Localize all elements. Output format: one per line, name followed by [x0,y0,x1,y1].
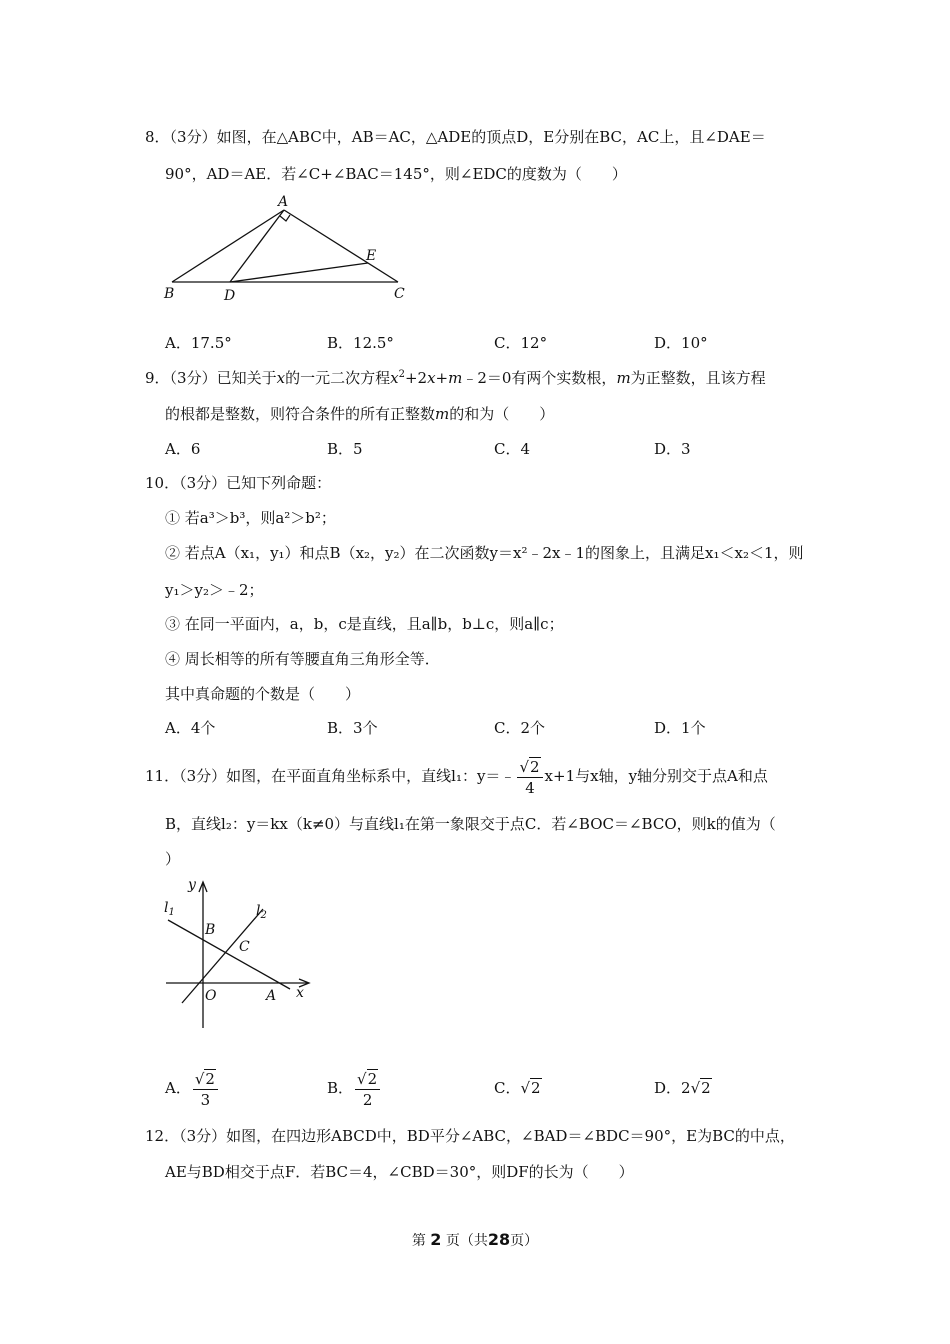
q11-label-C: C [239,939,250,955]
q8-score: （3分） [169,128,217,146]
q8-text-line1: 如图，在△ABC中，AB＝AC，△ADE的顶点D，E分别在BC，AC上，且∠DAE＝ [216,128,766,146]
q9-option-d[interactable]: D．3 [654,440,691,458]
q11-line1: 11．（3分）如图，在平面直角坐标系中，直线l₁：y＝﹣ $\frac{√2}{4}$ x+1与x轴，y轴分别交于点A和点 [145,757,768,797]
q8-line1 [145,127,766,147]
q9-option-a[interactable]: A．6 [165,440,201,458]
q10-proposition-1: ① 若a³＞b³，则a²＞b²； [165,509,336,527]
q11-option-c[interactable]: C．√2 [494,1079,541,1097]
q8-label-E: E [366,248,377,264]
q11-line2: B，直线l₂：y＝kx（k≠0）与直线l₁在第一象限交于点C．若∠BOC＝∠BCO，则k的值为（ [165,815,776,833]
q8-label-B: B [164,286,175,302]
q11-figure [160,872,315,1034]
page-footer: 第 2 页（共28页） [411,1230,539,1249]
page-number: 2 [430,1230,442,1249]
q9-option-b[interactable]: B．5 [327,440,363,458]
q12-line2: AE与BD相交于点F．若BC＝4，∠CBD＝30°，则DF的长为（ ） [165,1163,634,1181]
q11-label-B: B [205,922,216,938]
q11-line3: ） [165,850,181,868]
q10-option-d[interactable]: D．1个 [654,719,706,737]
q8-label-A: A [278,194,289,210]
q9-option-c[interactable]: C．4 [494,440,531,458]
q10-proposition-3: ③ 在同一平面内，a，b，c是直线，且a∥b，b⊥c，则a∥c； [165,615,564,633]
q11-option-d[interactable]: D．2√2 [654,1079,711,1097]
q10-proposition-2: ② 若点A（x₁，y₁）和点B（x₂，y₂）在二次函数y＝x²﹣2x﹣1的图象上，且满足x₁＜x₂＜1，则 [165,544,804,562]
q10-question: 其中真命题的个数是（ ） [165,685,361,703]
q10-proposition-4: ④ 周长相等的所有等腰直角三角形全等． [165,650,440,668]
q11-label-O: O [205,988,217,1004]
q8-figure [160,190,420,305]
q10-option-c[interactable]: C．2个 [494,719,546,737]
q9-line2: 的根都是整数，则符合条件的所有正整数m的和为（ ） [165,405,555,423]
q8-option-a[interactable]: A．17.5° [165,334,232,352]
q8-number: 8． [145,128,170,146]
q10-proposition-2-cont: y₁＞y₂＞﹣2； [165,581,264,599]
q8-option-c[interactable]: C．12° [494,334,548,352]
q11-fraction: $\frac{√2}{4}$ [517,758,542,797]
q8-label-D: D [224,288,236,304]
q11-label-A: A [266,988,277,1004]
q8-option-b[interactable]: B．12.5° [327,334,394,352]
q8-label-C: C [394,286,405,302]
q11-label-l2: $l_2$ [256,903,267,921]
q11-option-a[interactable]: A． $\frac{√2}{3}$ [165,1066,220,1110]
page-total: 28 [487,1230,511,1249]
q10-line1: 10．（3分）已知下列命题： [145,474,332,492]
q12-line1: 12．（3分）如图，在四边形ABCD中，BD平分∠ABC，∠BAD＝∠BDC＝90°，E为BC的中点， [145,1127,795,1145]
q11-option-b[interactable]: B． $\frac{√2}{2}$ [327,1066,382,1110]
q10-option-a[interactable]: A．4个 [165,719,216,737]
q11-label-x: x [296,985,304,1001]
q9-line1: 9．（3分）已知关于x的一元二次方程$x^2+2x+m﹣2=0$有两个实数根，m为正整数，且该方程 [145,369,766,387]
q10-option-b[interactable]: B．3个 [327,719,378,737]
q11-label-y: y [188,877,196,893]
q8-option-d[interactable]: D．10° [654,334,708,352]
q11-label-l1: $l_1$ [164,900,175,918]
q8-line2: 90°，AD＝AE．若∠C+∠BAC＝145°，则∠EDC的度数为（ ） [165,165,627,183]
